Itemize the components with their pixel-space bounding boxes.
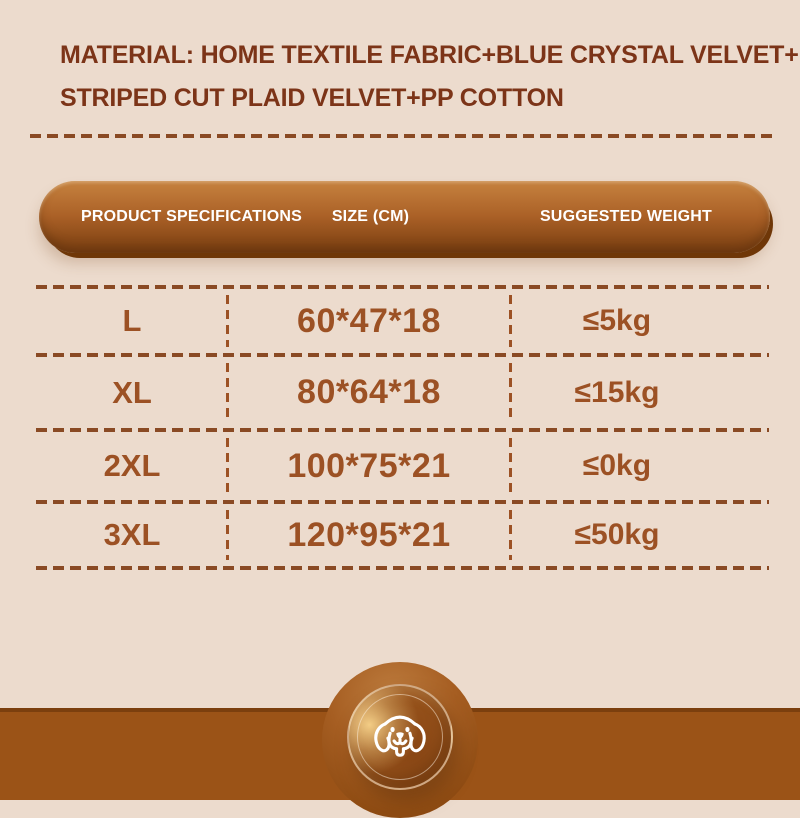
size-label: 3XL <box>103 517 161 552</box>
table-row <box>38 432 766 500</box>
table-row <box>38 357 766 428</box>
row-divider-dashed <box>36 566 769 570</box>
material-title <box>60 34 799 120</box>
dimensions-value: 80*64*18 <box>297 373 441 411</box>
dimensions-value: 100*75*21 <box>287 446 451 485</box>
column-header-suggested-weight: SUGGESTED WEIGHT <box>539 208 713 225</box>
weight-value: ≤5kg <box>582 304 652 337</box>
weight-value: ≤15kg <box>574 375 660 409</box>
size-label: XL <box>112 374 152 410</box>
size-label: L <box>122 303 142 338</box>
weight-value: ≤50kg <box>574 518 660 551</box>
column-header-product-specifications: PRODUCT SPECIFICATIONS <box>81 208 303 225</box>
size-label: 2XL <box>103 448 161 483</box>
table-row <box>38 289 766 353</box>
column-header-size-cm: SIZE (CM) <box>331 208 410 225</box>
title-divider-dashed <box>30 134 777 138</box>
weight-value: ≤0kg <box>582 449 652 482</box>
badge-inner-ring <box>357 694 443 780</box>
table-header-bar <box>39 181 770 253</box>
dimensions-value: 60*47*18 <box>297 301 441 340</box>
spec-table <box>36 285 769 570</box>
table-row <box>38 504 766 566</box>
brand-badge <box>347 684 453 790</box>
material-title-line2: STRIPED CUT PLAID VELVET+PP COTTON <box>60 84 564 112</box>
material-title-line1: MATERIAL: HOME TEXTILE FABRIC+BLUE CRYSTAL VELVET+ <box>60 41 799 69</box>
dimensions-value: 120*95*21 <box>287 515 451 554</box>
